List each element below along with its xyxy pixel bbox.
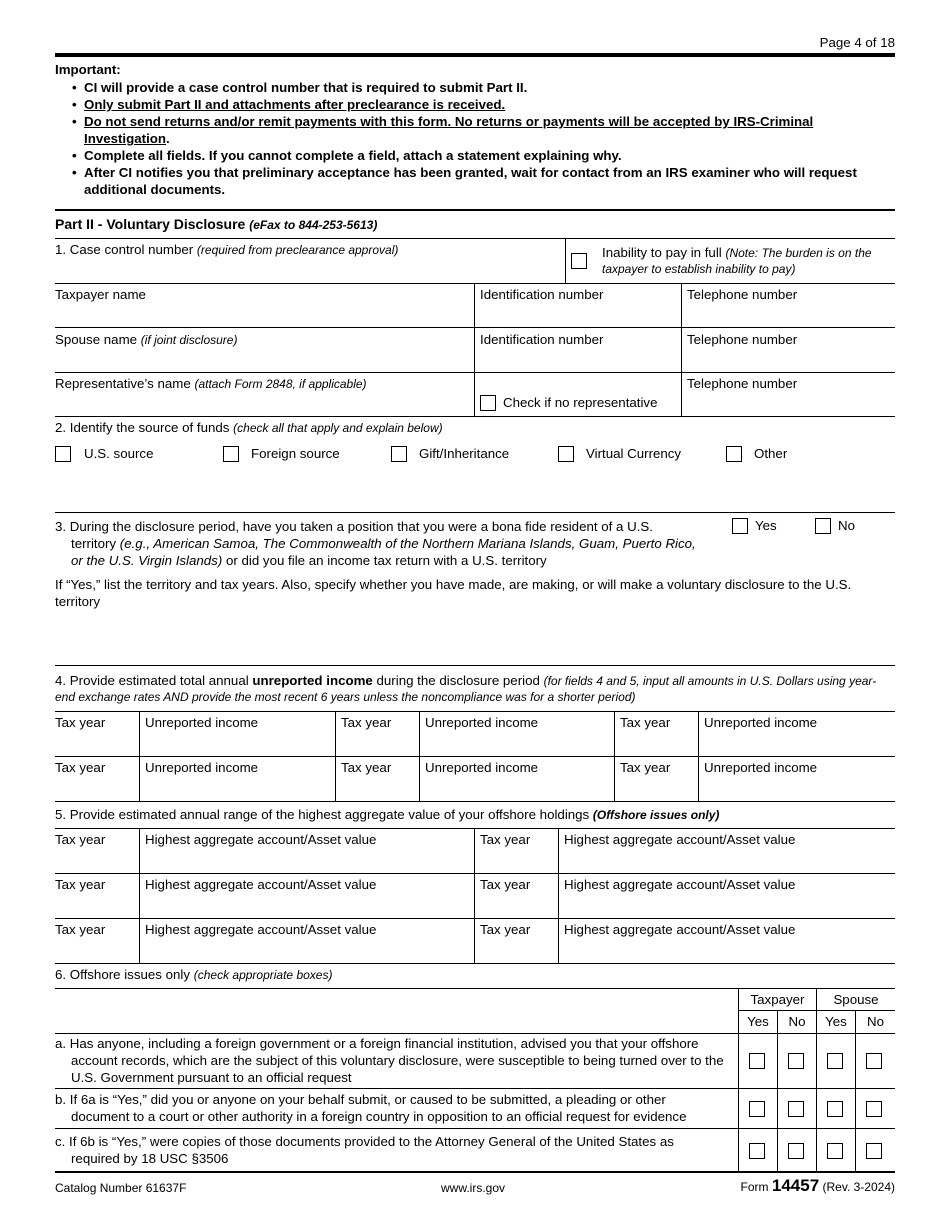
q6b-spouse-no-checkbox[interactable] [866,1101,882,1117]
q3-yes-checkbox[interactable] [732,518,748,534]
inability-label: Inability to pay in full (Note: The burden is on the taxpayer to establish inability to pay) [602,245,872,276]
divider [139,828,140,963]
rule [55,416,895,417]
important-title: Important: [55,62,121,77]
q6a-question: a. Has anyone, including a foreign government or a foreign financial institution, advised you that your offshore account records, which are the subject of this voluntary disclosure, were susceptible to being turned over to the U.S. Government pursuant to an official request [55,1036,724,1085]
top-rule [55,53,895,57]
important-section [55,61,895,198]
important-bullet: • After CI notifies you that preliminary acceptance has been granted, wait for contact from an IRS examiner who will request additional documents. [55,164,895,198]
q5-tax-year-field[interactable]: Tax year [55,877,106,892]
q6c-question: c. If 6b is “Yes,” were copies of those documents provided to the Attorney General of the United States as required by 18 USC §3506 [55,1134,674,1166]
q6a-spouse-yes-checkbox[interactable] [827,1053,843,1069]
q6c-spouse-no-checkbox[interactable] [866,1143,882,1159]
foreign-source-checkbox[interactable] [223,446,239,462]
spouse-name-field[interactable]: Spouse name (if joint disclosure) [55,332,238,347]
important-bullet: • Complete all fields. If you cannot complete a field, attach a statement explaining why. [55,147,895,164]
rule [55,873,895,874]
other-source-label: Other [754,446,788,461]
q6a-taxpayer-yes-checkbox[interactable] [749,1053,765,1069]
q5-highest-field[interactable]: Highest aggregate account/Asset value [564,877,796,892]
taxpayer-phone-field[interactable]: Telephone number [687,287,798,302]
q5-tax-year-field[interactable]: Tax year [480,922,531,937]
rule [55,828,895,829]
q6-taxpayer-no-header: No [788,1014,806,1029]
important-bullet: • Only submit Part II and attachments after preclearance is received. [55,96,895,113]
q4-tax-year-field[interactable]: Tax year [620,760,671,775]
q4-unreported-field[interactable]: Unreported income [704,715,818,730]
q5-highest-field[interactable]: Highest aggregate account/Asset value [145,922,377,937]
q4-tax-year-field[interactable]: Tax year [620,715,671,730]
q4-unreported-field[interactable]: Unreported income [145,760,259,775]
q3-yes-label: Yes [755,518,777,533]
q6b-spouse-yes-checkbox[interactable] [827,1101,843,1117]
q6a-spouse-no-checkbox[interactable] [866,1053,882,1069]
q5-highest-field[interactable]: Highest aggregate account/Asset value [564,832,796,847]
divider [474,283,475,416]
rule [55,238,895,239]
q3-followup[interactable]: If “Yes,” list the territory and tax years. Also, specify whether you have made, are making, or will make a voluntary disclosure to the U.S. territory [55,577,852,609]
page-number: Page 4 of 18 [819,35,895,50]
rule [55,327,895,328]
q5-tax-year-field[interactable]: Tax year [55,832,106,847]
rule [55,512,895,513]
q4-tax-year-field[interactable]: Tax year [341,715,392,730]
part2-title: Part II - Voluntary Disclosure (eFax to 844-253-5613) [55,216,378,232]
q5-label: 5. Provide estimated annual range of the highest aggregate value of your offshore holdings (Offshore issues only) [55,807,720,822]
q3-question: 3. During the disclosure period, have you taken a position that you were a bona fide resident of a U.S. territory (e.g., American Samoa, The Commonwealth of the Northern Mariana Islands, Guam, Puerto Rico, or the U.S. Virgin Islands) or did you file an income tax return with a U.S. territory [55,519,696,568]
foreign-source-label: Foreign source [251,446,340,461]
divider [777,1011,778,1171]
q5-highest-field[interactable]: Highest aggregate account/Asset value [145,832,377,847]
q5-tax-year-field[interactable]: Tax year [480,832,531,847]
rule [55,1033,895,1034]
q4-tax-year-field[interactable]: Tax year [341,760,392,775]
rule [55,283,895,284]
q6-taxpayer-header: Taxpayer [750,992,805,1007]
q6b-question: b. If 6a is “Yes,” did you or anyone on your behalf submit, or caused to be submitted, a pleading or other document to a court or other authority in a foreign country in opposition to an official request for evidence [55,1092,687,1124]
rule [55,1128,895,1129]
q4-tax-year-field[interactable]: Tax year [55,715,106,730]
rule [55,756,895,757]
q4-unreported-field[interactable]: Unreported income [704,760,818,775]
q6c-taxpayer-no-checkbox[interactable] [788,1143,804,1159]
q6-taxpayer-yes-header: Yes [747,1014,769,1029]
divider [738,1010,895,1011]
bottom-rule [55,1171,895,1173]
q4-label: 4. Provide estimated total annual unreported income during the disclosure period (for fields 4 and 5, input all amounts in U.S. Dollars using year-end exchange rates AND provide the most recent 6 years unless the noncompliance was for a shorter period) [55,673,877,704]
inability-checkbox[interactable] [571,253,587,269]
q6-label: 6. Offshore issues only (check appropriate boxes) [55,967,333,982]
catalog-number: Catalog Number 61637F [55,1181,187,1195]
q2-label: 2. Identify the source of funds (check all that apply and explain below) [55,420,443,435]
divider [855,1011,856,1171]
taxpayer-name-field[interactable]: Taxpayer name [55,287,146,302]
part2-top-rule [55,209,895,211]
case-control-label: 1. Case control number (required from preclearance approval) [55,242,399,257]
q6c-taxpayer-yes-checkbox[interactable] [749,1143,765,1159]
q5-highest-field[interactable]: Highest aggregate account/Asset value [564,922,796,937]
important-bullet: • CI will provide a case control number that is required to submit Part II. [55,79,895,96]
q6b-taxpayer-no-checkbox[interactable] [788,1101,804,1117]
q3-no-label: No [838,518,855,533]
gift-inheritance-checkbox[interactable] [391,446,407,462]
us-source-checkbox[interactable] [55,446,71,462]
no-rep-label: Check if no representative [503,395,658,410]
divider [558,828,559,963]
q5-tax-year-field[interactable]: Tax year [55,922,106,937]
q5-highest-field[interactable]: Highest aggregate account/Asset value [145,877,377,892]
rep-phone-field[interactable]: Telephone number [687,376,798,391]
rule [55,963,895,964]
divider [474,828,475,963]
q5-tax-year-field[interactable]: Tax year [480,877,531,892]
q6b-taxpayer-yes-checkbox[interactable] [749,1101,765,1117]
gift-inheritance-label: Gift/Inheritance [419,446,510,461]
important-bullet: • Do not send returns and/or remit payments with this form. No returns or payments will be accepted by IRS-Criminal Investigation. [55,113,895,147]
virtual-currency-label: Virtual Currency [586,446,682,461]
rule [55,372,895,373]
q3-no-checkbox[interactable] [815,518,831,534]
q6-spouse-header: Spouse [833,992,879,1007]
form-number: Form 14457 (Rev. 3-2024) [740,1176,895,1195]
other-source-checkbox[interactable] [726,446,742,462]
q4-unreported-field[interactable]: Unreported income [425,760,539,775]
rule [55,1088,895,1089]
rep-name-field[interactable]: Representative’s name (attach Form 2848, if applicable) [55,376,367,391]
divider [681,283,682,416]
q6c-spouse-yes-checkbox[interactable] [827,1143,843,1159]
spouse-phone-field[interactable]: Telephone number [687,332,798,347]
q6-spouse-yes-header: Yes [825,1014,847,1029]
rule [55,711,895,712]
rule [55,988,895,989]
rule [55,801,895,802]
divider [565,238,566,283]
rule [55,918,895,919]
rule [55,665,895,666]
irs-website-link[interactable]: www.irs.gov [441,1181,506,1195]
taxpayer-id-field[interactable]: Identification number [480,287,604,302]
q4-unreported-field[interactable]: Unreported income [145,715,259,730]
no-rep-checkbox[interactable] [480,395,496,411]
q6a-taxpayer-no-checkbox[interactable] [788,1053,804,1069]
q4-unreported-field[interactable]: Unreported income [425,715,539,730]
virtual-currency-checkbox[interactable] [558,446,574,462]
us-source-label: U.S. source [84,446,154,461]
q4-tax-year-field[interactable]: Tax year [55,760,106,775]
spouse-id-field[interactable]: Identification number [480,332,604,347]
q6-spouse-no-header: No [867,1014,884,1029]
